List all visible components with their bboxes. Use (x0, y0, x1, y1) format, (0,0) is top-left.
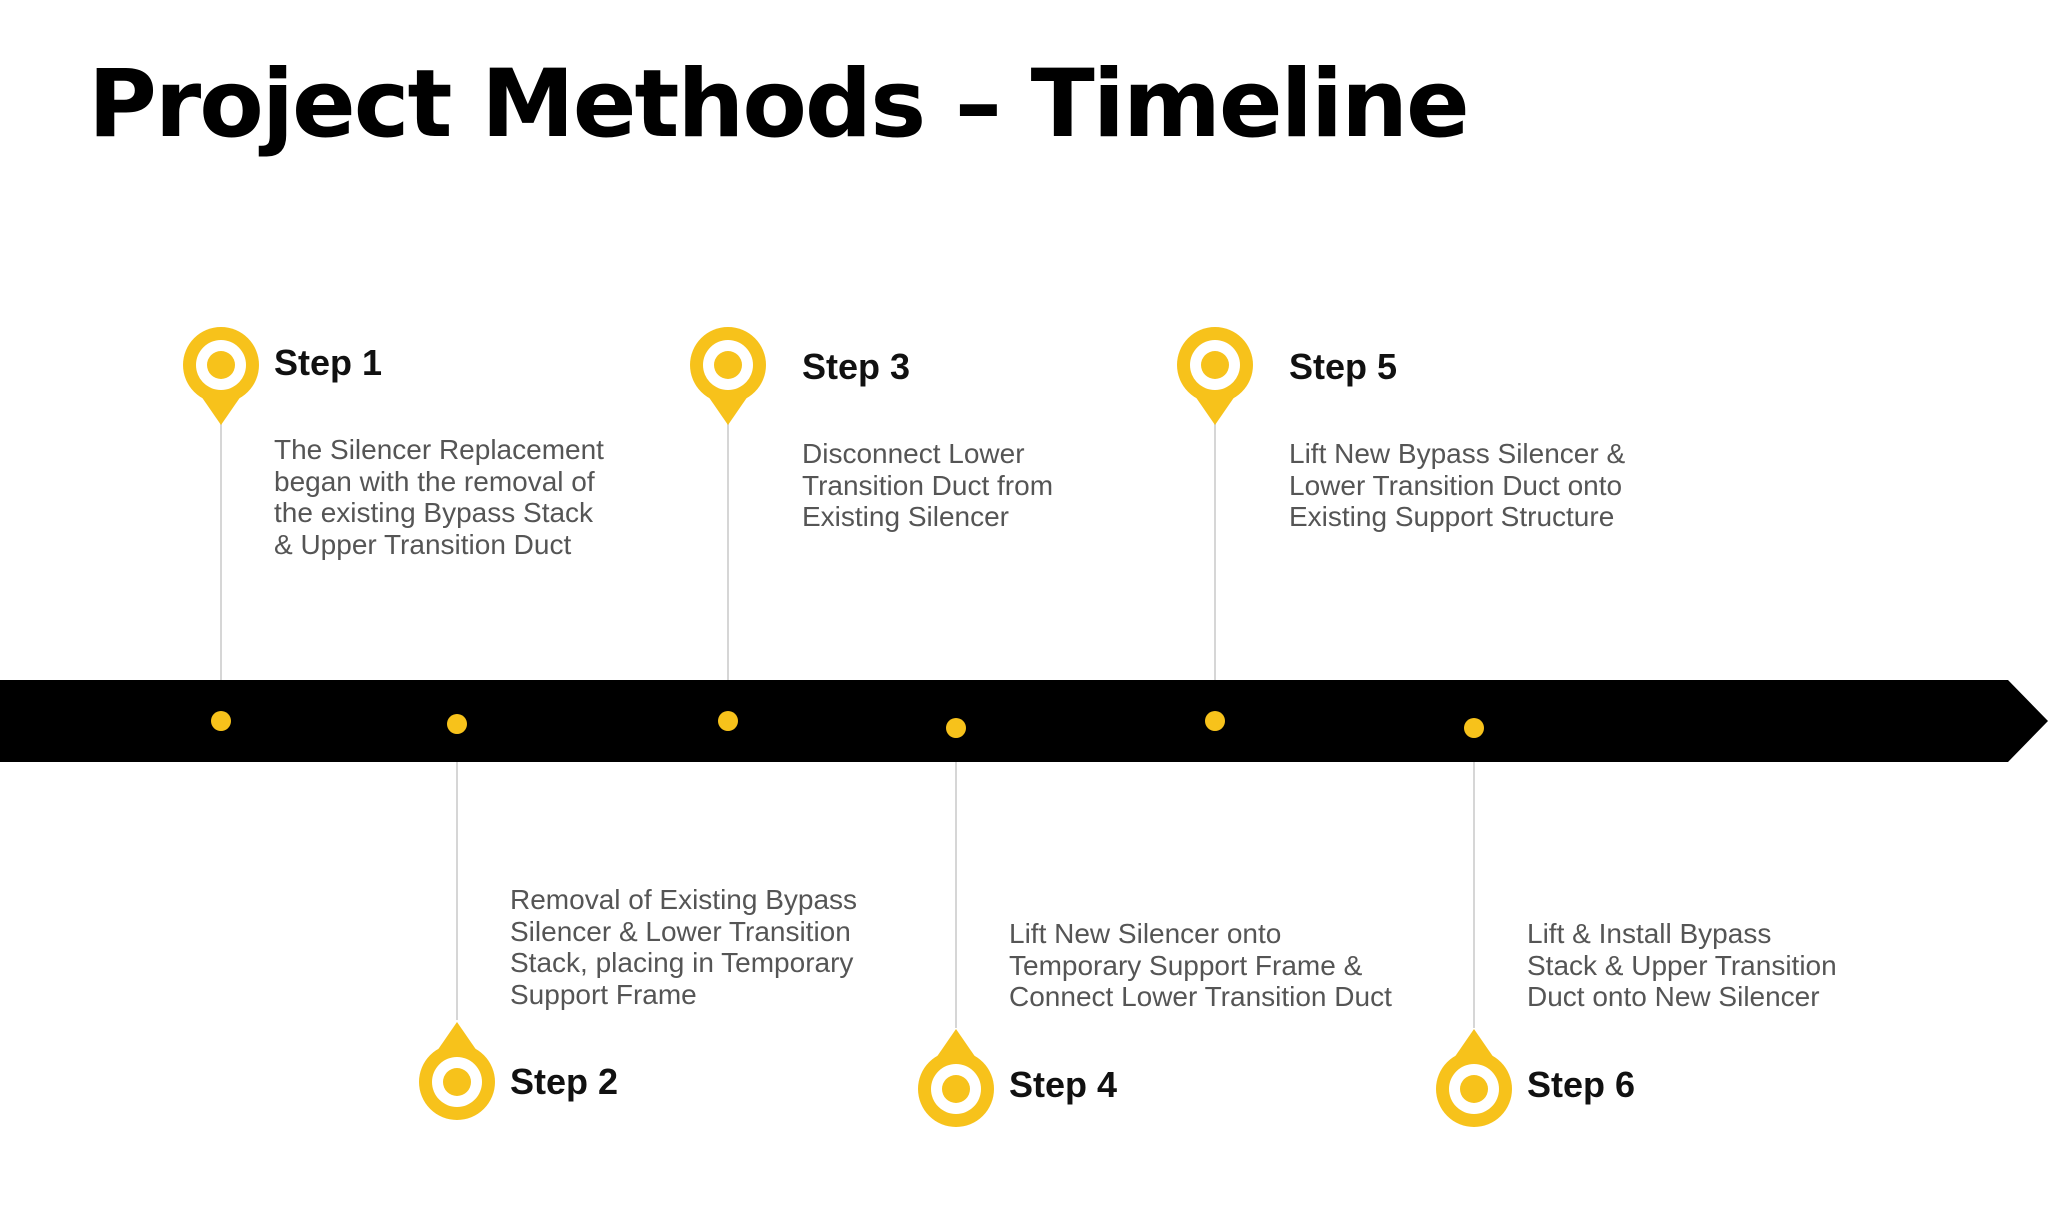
step-4-description: Lift New Silencer onto Temporary Support Frame & Connect Lower Transition Duct (1009, 918, 1392, 1012)
timeline-dot-step-2 (447, 714, 467, 734)
map-pin-icon (419, 1022, 495, 1120)
step-5-title: Step 5 (1289, 346, 1398, 387)
timeline-arrow (0, 680, 2048, 762)
timeline-dot-step-6 (1464, 718, 1484, 738)
map-pin-icon (1436, 1029, 1512, 1127)
step-3-title: Step 3 (802, 346, 911, 387)
step-6-title: Step 6 (1527, 1064, 1636, 1105)
step-6-description: Lift & Install Bypass Stack & Upper Transition Duct onto New Silencer (1527, 918, 1837, 1012)
timeline-dot-step-5 (1205, 711, 1225, 731)
timeline-dot-step-3 (718, 711, 738, 731)
map-pin-icon (1177, 327, 1253, 425)
step-2-title: Step 2 (510, 1061, 619, 1102)
timeline-dot-step-4 (946, 718, 966, 738)
step-3-description: Disconnect Lower Transition Duct from Existing Silencer (802, 438, 1054, 532)
step-4-title: Step 4 (1009, 1064, 1118, 1105)
map-pin-icon (183, 327, 259, 425)
step-2-description: Removal of Existing Bypass Silencer & Lower Transition Stack, placing in Temporary Support Frame (510, 884, 858, 1010)
map-pin-icon (918, 1029, 994, 1127)
timeline-dot-step-1 (211, 711, 231, 731)
map-pin-icon (690, 327, 766, 425)
step-1-description: The Silencer Replacement began with the removal of the existing Bypass Stack & Upper Transition Duct (274, 434, 604, 560)
step-1-title: Step 1 (274, 342, 383, 383)
step-5-description: Lift New Bypass Silencer & Lower Transition Duct onto Existing Support Structure (1289, 438, 1626, 532)
page-title: Project Methods – Timeline (88, 50, 1468, 159)
